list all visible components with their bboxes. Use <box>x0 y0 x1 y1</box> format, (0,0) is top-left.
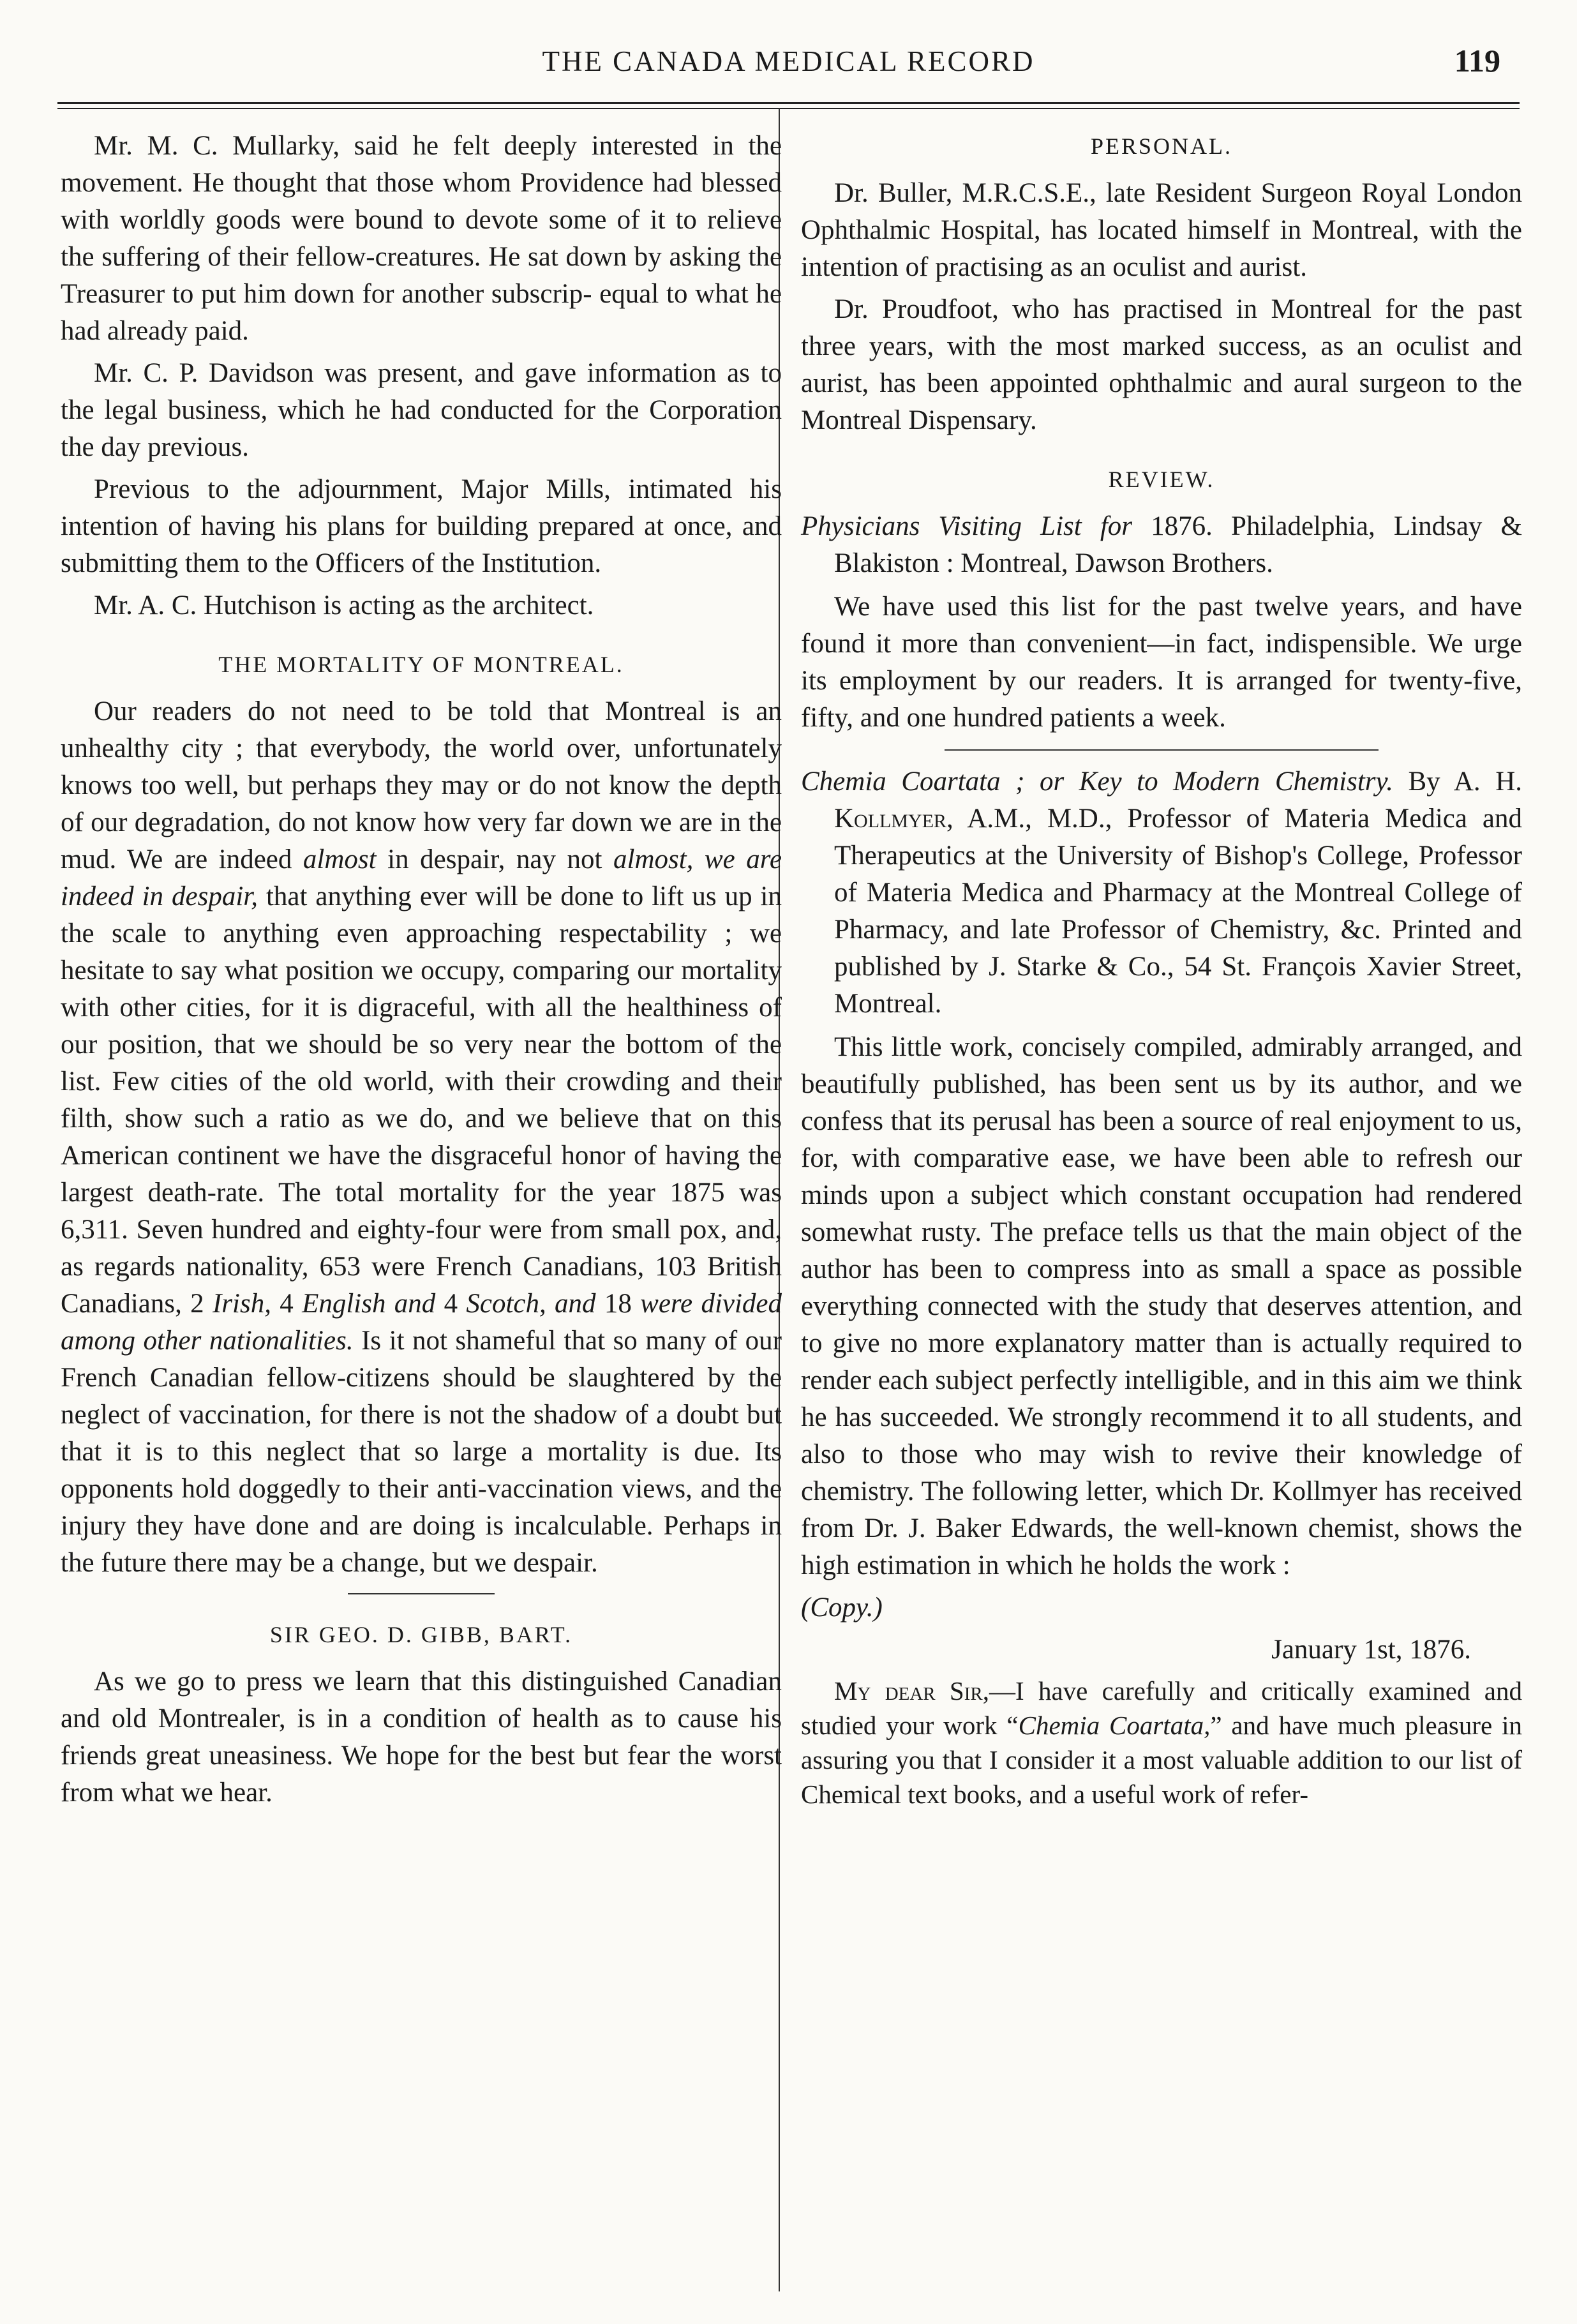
text-run: 4 <box>435 1289 467 1319</box>
book-entry-visiting-list <box>801 508 1522 582</box>
text-run: 4 <box>271 1289 303 1319</box>
page-header <box>57 45 1520 89</box>
text-run: in despair, nay not <box>376 844 613 874</box>
italic-run: English and <box>302 1289 436 1319</box>
letter-date: January 1st, 1876. <box>1271 1635 1471 1665</box>
header-rule <box>57 102 1520 109</box>
paragraph-review-visiting-list: We have used this list for the past twelve years, and have found it more than convenient—in fact, indispensible. We urge its employment by our readers. It is arranged for twenty-five, fifty, and one hundred patients a week. <box>801 592 1522 733</box>
left-column <box>61 128 782 1817</box>
paragraph-mortality <box>61 693 782 1582</box>
italic-run: almost <box>303 844 377 874</box>
heading-mortality: THE MORTALITY OF MONTREAL. <box>218 652 624 677</box>
book-title: Physicians Visiting List for <box>801 511 1133 541</box>
text-run: ” and have much pleasure in assuring you that I consider it a most valuable addition to our list of Chemical text books, and a useful work of refer- <box>801 1711 1522 1809</box>
paragraph-proudfoot: Dr. Proudfoot, who has practised in Montreal for the past three years, with the most marked success, as an oculist and aurist, has been appointed ophthalmic and aural surgeon to the Montreal Dispensary. <box>801 294 1522 435</box>
italic-run: Irish, <box>212 1289 271 1319</box>
italic-run: were divided among other nationalities. <box>61 1289 782 1356</box>
section-rule <box>945 749 1379 751</box>
heading-review: REVIEW. <box>1108 467 1215 492</box>
paragraph-mills: Previous to the adjournment, Major Mills, intimated his intention of having his plans for building prepared at once, and submitting them to the Officers of the Institution. <box>61 474 782 578</box>
letter-body <box>801 1674 1522 1811</box>
text-run: By A. H. <box>1393 767 1522 797</box>
paragraph-hutchison: Mr. A. C. Hutchison is acting as the architect. <box>94 590 594 620</box>
italic-run: Scotch, and <box>466 1289 596 1319</box>
right-column <box>801 128 1522 1817</box>
heading-gibb: SIR GEO. D. GIBB, BART. <box>269 1622 573 1647</box>
section-rule <box>348 1593 495 1594</box>
book-title: Chemia Coartata ; or Key to Modern Chemistry. <box>801 767 1393 797</box>
text-run: Is it not shameful that so many of our French Canadian fellow-citizens should be slaughtered by the neglect of vaccination, for there is not the shadow of a doubt but that it is to this neglect that so large a mortality is due. Its opponents hold doggedly to their anti-vaccination views, and the injury they have done and are doing is incalculable. Perhaps in the future there may be a change, but we despair. <box>61 1326 782 1578</box>
book-details: , A.M., M.D., Professor of Materia Medica and Therapeutics at the University of Bishop's College, Professor of Materia Medica and Pharmacy at the Montreal College of Pharmacy, and late Professor of Chemistry, &c. Printed and published by J. Starke & Co., 54 St. François Xavier Street, Montreal. <box>834 804 1522 1019</box>
paragraph-review-chemia: This little work, concisely compiled, admirably arranged, and beautifully published, has been sent us by its author, and we confess that its perusal has been a source of real enjoyment to us, for, with comparative ease, we have been able to refresh our minds upon a subject which constant occupation had rendered somewhat rusty. The preface tells us that the main object of the author has been to compress into as small a space as possible everything connected with the study that deserves attention, and to give no more explanatory matter than is actually required to render each subject perfectly intelligible, and in this aim we think he has succeeded. We strongly recommend it to all students, and also to those who may wish to revive their knowledge of chemistry. The following letter, which Dr. Kollmyer has received from Dr. J. Baker Edwards, the well-known chemist, shows the high estimation in which he holds the work : <box>801 1032 1522 1580</box>
paragraph-gibb: As we go to press we learn that this distinguished Canadian and old Montrealer, is in a condition of health as to cause his friends great uneasiness. We hope for the best but fear the worst from what we hear. <box>61 1667 782 1808</box>
author-name: Kollmyer <box>834 804 947 834</box>
copy-label <box>801 1589 1522 1626</box>
page-number: 119 <box>1454 43 1500 79</box>
text-run: Our readers do not need to be told that Montreal is an unhealthy city ; that everybody, the world over, unfortunately knows too well, but perhaps they may or do not know the depth of our degradation, do not know how very far down we are in the mud. We are indeed <box>61 696 782 874</box>
letter-salutation: My dear Sir, <box>834 1676 989 1706</box>
italic-run: Chemia Coartata, <box>1018 1711 1211 1740</box>
book-details: 1876. Philadelphia, Lindsay & Blakiston : Montreal, Dawson Brothers. <box>834 511 1523 578</box>
paragraph-mullarky: Mr. M. C. Mullarky, said he felt deeply interested in the movement. He thought that those whom Providence had blessed with worldly goods were bound to devote some of it to relieve the suffering of their fellow-creatures. He sat down by asking the Treasurer to put him down for another subscrip- equal to what he had already paid. <box>61 131 782 346</box>
text-run: 18 <box>595 1289 641 1319</box>
running-title: THE CANADA MEDICAL RECORD <box>542 45 1035 77</box>
paragraph-davidson: Mr. C. P. Davidson was present, and gave information as to the legal business, which he had conducted for the Corporation the day previous. <box>61 358 782 462</box>
text-run: —I have carefully and critically examined and studied your work “ <box>801 1676 1522 1740</box>
text-run: that anything ever will be done to lift us up in the scale to anything even approaching respectability ; we hesitate to say what position we occupy, comparing our mortality with other cities, for it is digraceful, with all the healthiness of our position, that we should be so very near the bottom of the list. Few cities of the old world, with their crowding and their filth, show such a ratio as we do, and we believe that on this American continent we have the disgraceful honor of having the largest death-rate. The total mortality for the year 1875 was 6,311. Seven hundred and eighty-four were from small pox, and, as regards nationality, 653 were French Canadians, 103 British Canadians, 2 <box>61 881 782 1319</box>
book-entry-chemia <box>801 763 1522 1023</box>
heading-personal: PERSONAL. <box>1090 133 1233 159</box>
paragraph-buller: Dr. Buller, M.R.C.S.E., late Resident Surgeon Royal London Ophthalmic Hospital, has located himself in Montreal, with the intention of practising as an oculist and aurist. <box>801 178 1522 282</box>
italic-run: almost, we are indeed in despair, <box>61 844 782 911</box>
copy-label-text: (Copy.) <box>801 1593 883 1623</box>
